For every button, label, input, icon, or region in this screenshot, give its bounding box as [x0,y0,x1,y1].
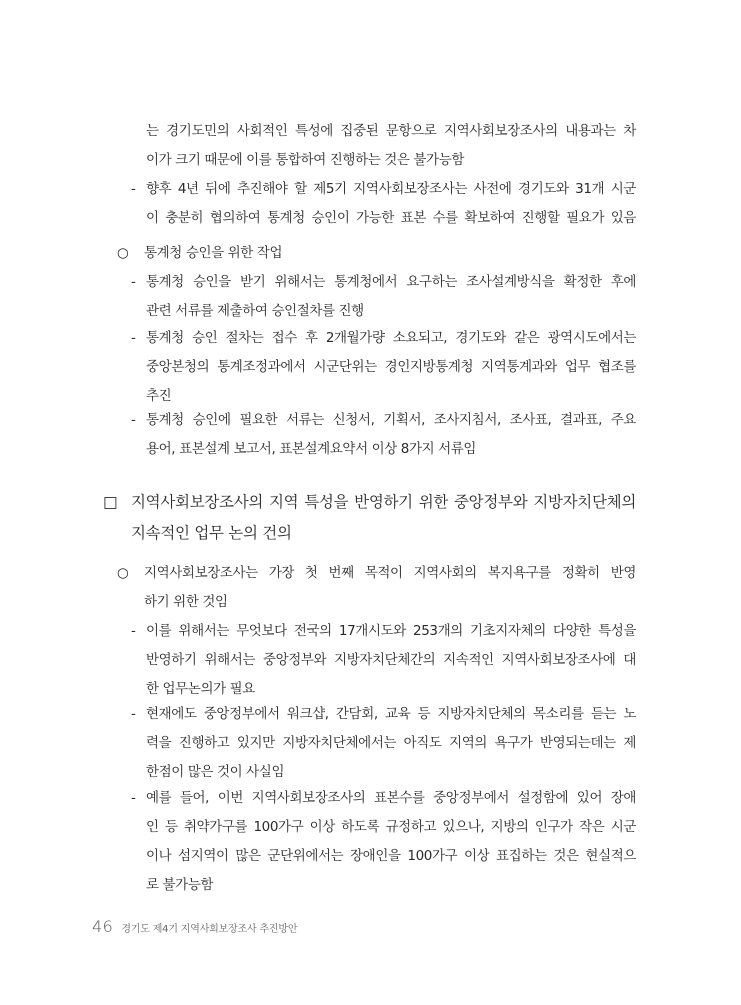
dash-marker: - [131,330,136,346]
text-line: 는 경기도민의 사회적인 특성에 집중된 문항으로 지역사회보장조사의 내용과는 차 [146,123,636,139]
circle-paragraph [144,559,636,617]
running-title: 경기도 제4기 지역사회보장조사 추진방안 [121,924,298,935]
dash-marker: - [131,181,136,197]
text-line: 한점이 많은 것이 사실임 [146,764,285,780]
page-number: 46 [92,917,114,936]
dash-paragraph [146,700,636,787]
text-line: 반영하기 위해서는 중앙정부와 지방자치단체간의 지속적인 지역사회보장조사에 대 [146,652,636,668]
circle-marker: ○ [117,565,129,581]
text-line: 지역사회보장조사는 가장 첫 번째 목적이 지역사회의 복지욕구를 정확히 반영 [144,565,636,581]
text-line: 예를 들어, 이번 지역사회보장조사의 표본수를 중앙정부에서 설정함에 있어 장애 [146,790,636,806]
dash-marker: - [131,412,136,428]
continued-paragraph [146,117,636,175]
text-line: 한 업무논의가 필요 [146,681,255,697]
heading-line: 지속적인 업무 논의 건의 [131,524,292,542]
page-footer [92,917,297,936]
dash-paragraph [146,175,636,233]
text-line: 용어, 표본설계 보고서, 표본설계요약서 이상 8가지 서류임 [146,441,477,457]
text-line: 이가 크기 때문에 이를 통합하여 진행하는 것은 불가능함 [146,152,464,168]
text-line: 통계청 승인에 필요한 서류는 신청서, 기획서, 조사지침서, 조사표, 결과표, 주요 [146,412,636,428]
text-line: 하기 위한 것임 [144,594,228,610]
text-line: 로 불가능함 [146,877,214,893]
text-line: 이를 위해서는 무엇보다 전국의 17개시도와 253개의 기초지자체의 다양한 특성을 [146,623,636,639]
text-line: 추진 [146,388,172,404]
dash-marker: - [131,790,136,806]
text-line: 중앙본청의 통계조정과에서 시군단위는 경인지방통계청 지역통계과와 업무 협조를 [146,359,636,375]
circle-marker: ○ [117,245,129,261]
dash-paragraph [146,268,636,326]
dash-paragraph [146,324,636,411]
text-line: 관련 서류를 제출하여 승인절차를 진행 [146,303,364,319]
dash-marker: - [131,274,136,290]
text-line: 이나 섬지역이 많은 군단위에서는 장애인을 100가구 이상 표집하는 것은 현실적으 [146,848,636,864]
heading-line: 지역사회보장조사의 지역 특성을 반영하기 위한 중앙정부와 지방자치단체의 [131,493,636,511]
text-line: 향후 4년 뒤에 추진해야 할 제5기 지역사회보장조사는 사전에 경기도와 31개 시군 [146,181,636,197]
square-marker: □ [103,493,118,511]
section-heading [131,487,636,549]
dash-marker: - [131,706,136,722]
text-line: 인 등 취약가구를 100가구 이상 하도록 규정하고 있으나, 지방의 인구가 작은 시군 [146,819,636,835]
text-line: 현재에도 중앙정부에서 워크샵, 간담회, 교육 등 지방자치단체의 목소리를 듣는 노 [146,706,636,722]
text-line: 통계청 승인 절차는 접수 후 2개월가량 소요되고, 경기도와 같은 광역시도에서는 [146,330,636,346]
circle-heading: 통계청 승인을 위한 작업 [144,245,283,261]
dash-marker: - [131,623,136,639]
text-line: 이 충분히 협의하여 통계청 승인이 가능한 표본 수를 확보하여 진행할 필요가 있음 [146,210,636,226]
text-line: 력을 진행하고 있지만 지방자치단체에서는 아직도 지역의 욕구가 반영되는데는 제 [146,735,636,751]
dash-paragraph [146,406,636,464]
dash-paragraph [146,784,636,900]
dash-paragraph [146,617,636,704]
text-line: 통계청 승인을 받기 위해서는 통계청에서 요구하는 조사설계방식을 확정한 후에 [146,274,636,290]
